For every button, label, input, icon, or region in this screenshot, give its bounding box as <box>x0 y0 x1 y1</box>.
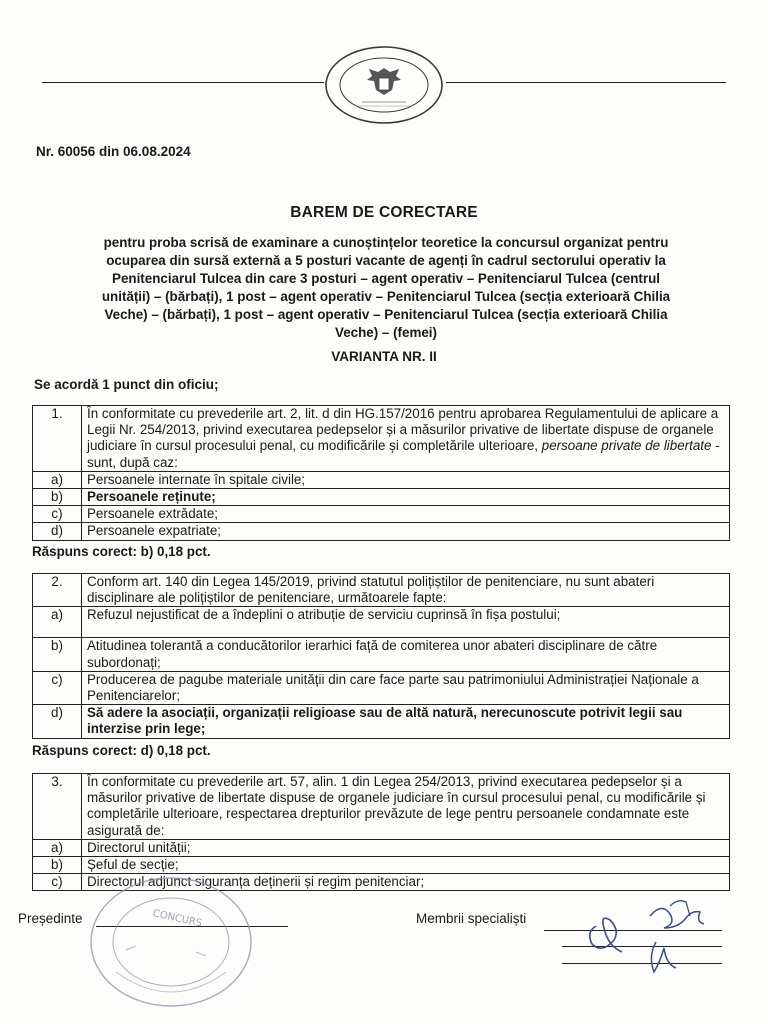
option-row <box>33 607 730 638</box>
option-letter: b) <box>33 489 82 506</box>
question-row <box>33 574 730 607</box>
option-row <box>33 506 730 523</box>
option-text: Producerea de pagube materiale unității din care face parte sau patrimoniului Administrației Naționale a Penitenciarelor; <box>82 671 730 704</box>
question-row <box>33 774 730 840</box>
answer-2: Răspuns corect: d) 0,18 pct. <box>32 743 211 758</box>
option-letter: c) <box>33 506 82 523</box>
option-row <box>33 471 730 488</box>
option-letter: b) <box>33 638 82 671</box>
document-number: Nr. 60056 din 06.08.2024 <box>36 144 191 159</box>
president-label: Președinte <box>18 911 83 926</box>
variant-heading: VARIANTA NR. II <box>331 349 437 364</box>
option-text: Refuzul nejustificat de a îndeplini o atribuție de serviciu cuprinsă în fișa postului; <box>82 607 730 638</box>
subtitle-line: pentru proba scrisă de examinare a cunoștințelor teoretice la concursul organizat pentru <box>103 235 669 250</box>
svg-text:CONCURS: CONCURS <box>151 908 203 930</box>
option-text: Persoanele extrădate; <box>82 506 730 523</box>
subtitle-line: Penitenciarul Tulcea din care 3 posturi – agent operativ – Penitenciarul Tulcea (centrul <box>112 271 660 286</box>
option-row <box>33 839 730 856</box>
question-text: În conformitate cu prevederile art. 57, alin. 1 din Legea 254/2013, privind executarea pedepselor și a măsurilor privative de libertate dispuse de organele judiciare în cursul procesului penal, cu modificările și completările ulterioare, respectarea drepturilor prevăzute de lege pentru persoanele condamnate este asigurată de: <box>82 774 730 840</box>
option-letter: a) <box>33 839 82 856</box>
question-text <box>82 406 730 472</box>
document-title: BAREM DE CORECTARE <box>290 204 478 221</box>
question-number: 2. <box>33 574 82 607</box>
question-text: Conform art. 140 din Legea 145/2019, privind statutul polițiștilor de penitenciare, nu sunt abateri disciplinare ale polițiștilor de penitenciare, următoarele fapte: <box>82 574 730 607</box>
subtitle-line: Veche) – (bărbați), 1 post – agent operativ – Penitenciarul Tulcea (secția exterioară Chilia <box>104 307 668 322</box>
official-point-note: Se acordă 1 punct din oficiu; <box>34 377 219 392</box>
option-text: Directorul unității; <box>82 839 730 856</box>
question-number: 3. <box>33 774 82 840</box>
option-text: Persoanele expatriate; <box>82 523 730 540</box>
header-rule-right <box>446 82 726 83</box>
option-text-correct: Persoanele reținute; <box>82 489 730 506</box>
subtitle-line: unității) – (bărbați), 1 post – agent operativ – Penitenciarul Tulcea (secția exterioară Chilia <box>101 289 671 304</box>
subtitle-line: ocuparea din sursă externă a 5 posturi vacante de agenți în cadrul sectorului operativ la <box>106 253 666 268</box>
option-letter: a) <box>33 471 82 488</box>
option-text: Directorul adjunct siguranța deținerii și regim penitenciar; <box>82 874 730 891</box>
question-text-italic: persoane private de libertate <box>541 438 712 454</box>
answer-1: Răspuns corect: b) 0,18 pct. <box>32 544 211 559</box>
option-row <box>33 489 730 506</box>
option-text-correct: Să adere la asociații, organizații religioase sau de altă natură, nerecunoscute potrivit legii sau interzise prin lege; <box>82 705 730 738</box>
option-text: Șeful de secție; <box>82 857 730 874</box>
option-text: Atitudinea tolerantă a conducătorilor ierarhici față de comiterea unor abateri disciplinare de către subordonați; <box>82 638 730 671</box>
subtitle-line: Veche) – (femei) <box>335 325 437 340</box>
option-letter: d) <box>33 705 82 738</box>
question-row <box>33 406 730 472</box>
option-letter: d) <box>33 523 82 540</box>
question-text-part: În conformitate cu prevederile art. 2, lit. d din HG.157/2016 pentru aprobarea Regulamentului de aplicare a Legii Nr. 254/2013, privind executarea pedepselor și a măsurilor privative de libertate dispuse de organele judiciare în cursul procesului penal, cu modificările și completările ulterioare, <box>87 406 719 454</box>
ministry-seal-icon <box>322 44 446 126</box>
question-number: 1. <box>33 406 82 472</box>
handwritten-signature-icon <box>560 886 730 986</box>
option-row <box>33 523 730 540</box>
option-row <box>33 705 730 738</box>
members-label: Membrii specialiști <box>416 911 527 926</box>
commission-stamp-icon <box>86 872 256 1012</box>
question-1-table <box>32 405 730 541</box>
option-letter: c) <box>33 671 82 704</box>
option-text: Persoanele internate în spitale civile; <box>82 471 730 488</box>
option-letter: c) <box>33 874 82 891</box>
option-letter: b) <box>33 857 82 874</box>
question-2-table <box>32 573 730 739</box>
option-row <box>33 638 730 671</box>
header-rule-left <box>42 82 324 83</box>
option-letter: a) <box>33 607 82 638</box>
option-row <box>33 671 730 704</box>
document-subtitle <box>44 234 728 342</box>
question-text-part: - sunt, după caz: <box>87 438 720 470</box>
